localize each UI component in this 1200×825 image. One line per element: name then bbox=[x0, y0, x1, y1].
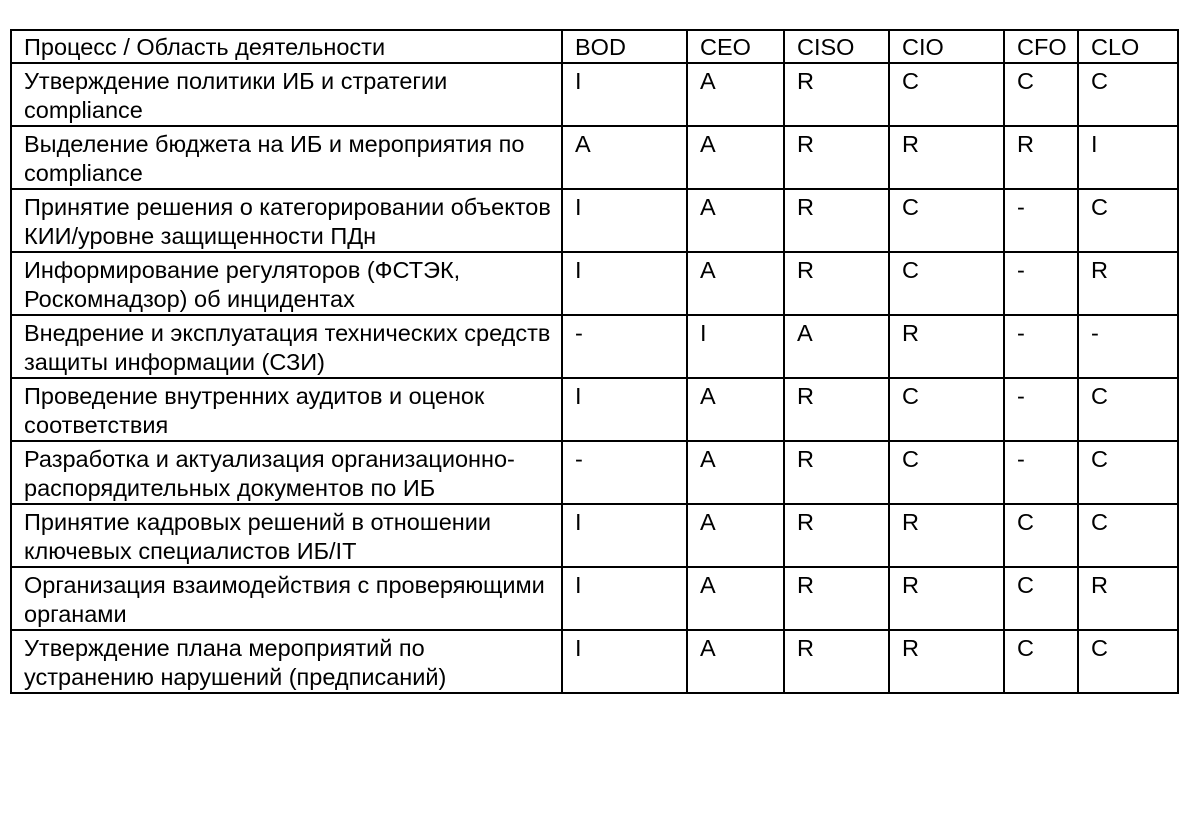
bod-cell: - bbox=[562, 315, 687, 378]
table-row bbox=[11, 378, 1178, 441]
bod-cell: I bbox=[562, 378, 687, 441]
cfo-cell: C bbox=[1004, 504, 1078, 567]
table-header bbox=[11, 30, 1178, 63]
cio-cell: R bbox=[889, 567, 1004, 630]
table-row bbox=[11, 126, 1178, 189]
cfo-cell: C bbox=[1004, 567, 1078, 630]
cfo-cell: - bbox=[1004, 252, 1078, 315]
raci-matrix-table bbox=[10, 29, 1179, 694]
cio-cell: C bbox=[889, 441, 1004, 504]
process-cell: Внедрение и эксплуатация технических средств защиты информации (СЗИ) bbox=[11, 315, 562, 378]
cio-cell: R bbox=[889, 126, 1004, 189]
bod-cell: A bbox=[562, 126, 687, 189]
table-row bbox=[11, 189, 1178, 252]
ceo-cell: A bbox=[687, 63, 784, 126]
ciso-cell: R bbox=[784, 441, 889, 504]
ceo-cell: A bbox=[687, 378, 784, 441]
header-cfo: CFO bbox=[1004, 30, 1078, 63]
clo-cell: C bbox=[1078, 441, 1178, 504]
bod-cell: I bbox=[562, 504, 687, 567]
ciso-cell: R bbox=[784, 378, 889, 441]
ceo-cell: A bbox=[687, 441, 784, 504]
table-row bbox=[11, 567, 1178, 630]
table-row bbox=[11, 504, 1178, 567]
cio-cell: C bbox=[889, 63, 1004, 126]
cfo-cell: - bbox=[1004, 441, 1078, 504]
process-cell: Выделение бюджета на ИБ и мероприятия по compliance bbox=[11, 126, 562, 189]
ciso-cell: R bbox=[784, 567, 889, 630]
table-row bbox=[11, 630, 1178, 693]
clo-cell: C bbox=[1078, 378, 1178, 441]
ciso-cell: R bbox=[784, 126, 889, 189]
cio-cell: R bbox=[889, 315, 1004, 378]
ceo-cell: A bbox=[687, 504, 784, 567]
clo-cell: R bbox=[1078, 567, 1178, 630]
cio-cell: C bbox=[889, 189, 1004, 252]
ciso-cell: R bbox=[784, 189, 889, 252]
clo-cell: R bbox=[1078, 252, 1178, 315]
clo-cell: C bbox=[1078, 504, 1178, 567]
process-cell: Утверждение политики ИБ и стратегии compliance bbox=[11, 63, 562, 126]
cfo-cell: - bbox=[1004, 189, 1078, 252]
cfo-cell: C bbox=[1004, 630, 1078, 693]
cfo-cell: R bbox=[1004, 126, 1078, 189]
bod-cell: I bbox=[562, 63, 687, 126]
ciso-cell: R bbox=[784, 63, 889, 126]
clo-cell: C bbox=[1078, 630, 1178, 693]
table-row bbox=[11, 441, 1178, 504]
cfo-cell: - bbox=[1004, 315, 1078, 378]
ciso-cell: R bbox=[784, 252, 889, 315]
header-ceo: CEO bbox=[687, 30, 784, 63]
cfo-cell: C bbox=[1004, 63, 1078, 126]
cio-cell: C bbox=[889, 378, 1004, 441]
ciso-cell: R bbox=[784, 630, 889, 693]
header-cio: CIO bbox=[889, 30, 1004, 63]
ciso-cell: A bbox=[784, 315, 889, 378]
bod-cell: I bbox=[562, 189, 687, 252]
process-cell: Организация взаимодействия с проверяющими органами bbox=[11, 567, 562, 630]
header-row bbox=[11, 30, 1178, 63]
cio-cell: R bbox=[889, 630, 1004, 693]
process-cell: Разработка и актуализация организационно-распорядительных документов по ИБ bbox=[11, 441, 562, 504]
process-cell: Принятие кадровых решений в отношении ключевых специалистов ИБ/IT bbox=[11, 504, 562, 567]
ceo-cell: A bbox=[687, 630, 784, 693]
table-row bbox=[11, 252, 1178, 315]
ceo-cell: A bbox=[687, 189, 784, 252]
process-cell: Утверждение плана мероприятий по устранению нарушений (предписаний) bbox=[11, 630, 562, 693]
table-row bbox=[11, 63, 1178, 126]
bod-cell: I bbox=[562, 567, 687, 630]
header-ciso: CISO bbox=[784, 30, 889, 63]
ceo-cell: A bbox=[687, 567, 784, 630]
header-process: Процесс / Область деятельности bbox=[11, 30, 562, 63]
ciso-cell: R bbox=[784, 504, 889, 567]
table-body bbox=[11, 63, 1178, 693]
cfo-cell: - bbox=[1004, 378, 1078, 441]
cio-cell: C bbox=[889, 252, 1004, 315]
cio-cell: R bbox=[889, 504, 1004, 567]
ceo-cell: I bbox=[687, 315, 784, 378]
process-cell: Принятие решения о категорировании объектов КИИ/уровне защищенности ПДн bbox=[11, 189, 562, 252]
bod-cell: I bbox=[562, 252, 687, 315]
clo-cell: I bbox=[1078, 126, 1178, 189]
ceo-cell: A bbox=[687, 252, 784, 315]
process-cell: Проведение внутренних аудитов и оценок соответствия bbox=[11, 378, 562, 441]
clo-cell: C bbox=[1078, 63, 1178, 126]
header-bod: BOD bbox=[562, 30, 687, 63]
clo-cell: C bbox=[1078, 189, 1178, 252]
clo-cell: - bbox=[1078, 315, 1178, 378]
table-row bbox=[11, 315, 1178, 378]
ceo-cell: A bbox=[687, 126, 784, 189]
bod-cell: - bbox=[562, 441, 687, 504]
bod-cell: I bbox=[562, 630, 687, 693]
process-cell: Информирование регуляторов (ФСТЭК, Роскомнадзор) об инцидентах bbox=[11, 252, 562, 315]
header-clo: CLO bbox=[1078, 30, 1178, 63]
